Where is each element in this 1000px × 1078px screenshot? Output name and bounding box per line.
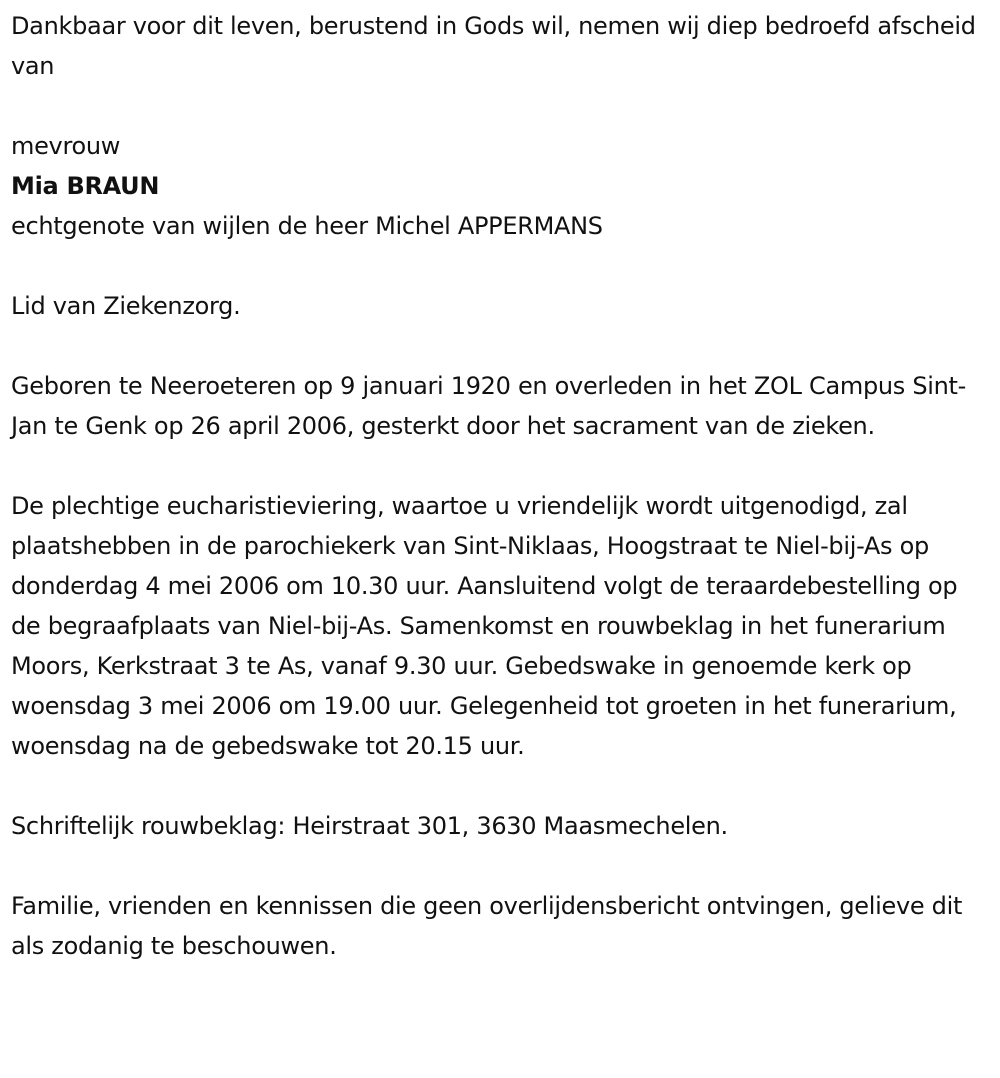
- spouse-text: echtgenote van wijlen de heer Michel APPERMANS: [11, 212, 603, 240]
- title-text: mevrouw: [11, 132, 121, 160]
- intro-text: Dankbaar voor dit leven, berustend in Gods wil, nemen wij diep bedroefd afscheid van: [11, 12, 976, 80]
- spacer: [11, 86, 991, 126]
- spacer: [11, 766, 991, 806]
- spacer: [11, 246, 991, 286]
- birth-death-text: Geboren te Neeroeteren op 9 januari 1920 en overleden in het ZOL Campus Sint-Jan te Genk op 26 april 2006, gesterkt door het sacrament van de zieken.: [11, 372, 967, 440]
- deceased-name: Mia BRAUN: [11, 172, 160, 200]
- spacer: [11, 846, 991, 886]
- ceremony-text: De plechtige eucharistieviering, waartoe u vriendelijk wordt uitgenodigd, zal plaatshebben in de parochiekerk van Sint-Niklaas, Hoogstraat te Niel-bij-As op donderdag 4 mei 2006 om 10.30 uur. Aansluitend volgt de teraardebestelling op de begraafplaats van Niel-bij-As. Samenkomst en rouwbeklag in het funerarium Moors, Kerkstraat 3 te As, vanaf 9.30 uur. Gebedswake in genoemde kerk op woensdag 3 mei 2006 om 19.00 uur. Gelegenheid tot groeten in het funerarium, woensdag na de gebedswake tot 20.15 uur.: [11, 492, 958, 760]
- membership-text: Lid van Ziekenzorg.: [11, 292, 241, 320]
- spacer: [11, 446, 991, 486]
- spacer: [11, 326, 991, 366]
- death-notice: [11, 6, 991, 966]
- address-text: Schriftelijk rouwbeklag: Heirstraat 301, 3630 Maasmechelen.: [11, 812, 728, 840]
- closing-text: Familie, vrienden en kennissen die geen overlijdensbericht ontvingen, gelieve dit als zodanig te beschouwen.: [11, 892, 963, 960]
